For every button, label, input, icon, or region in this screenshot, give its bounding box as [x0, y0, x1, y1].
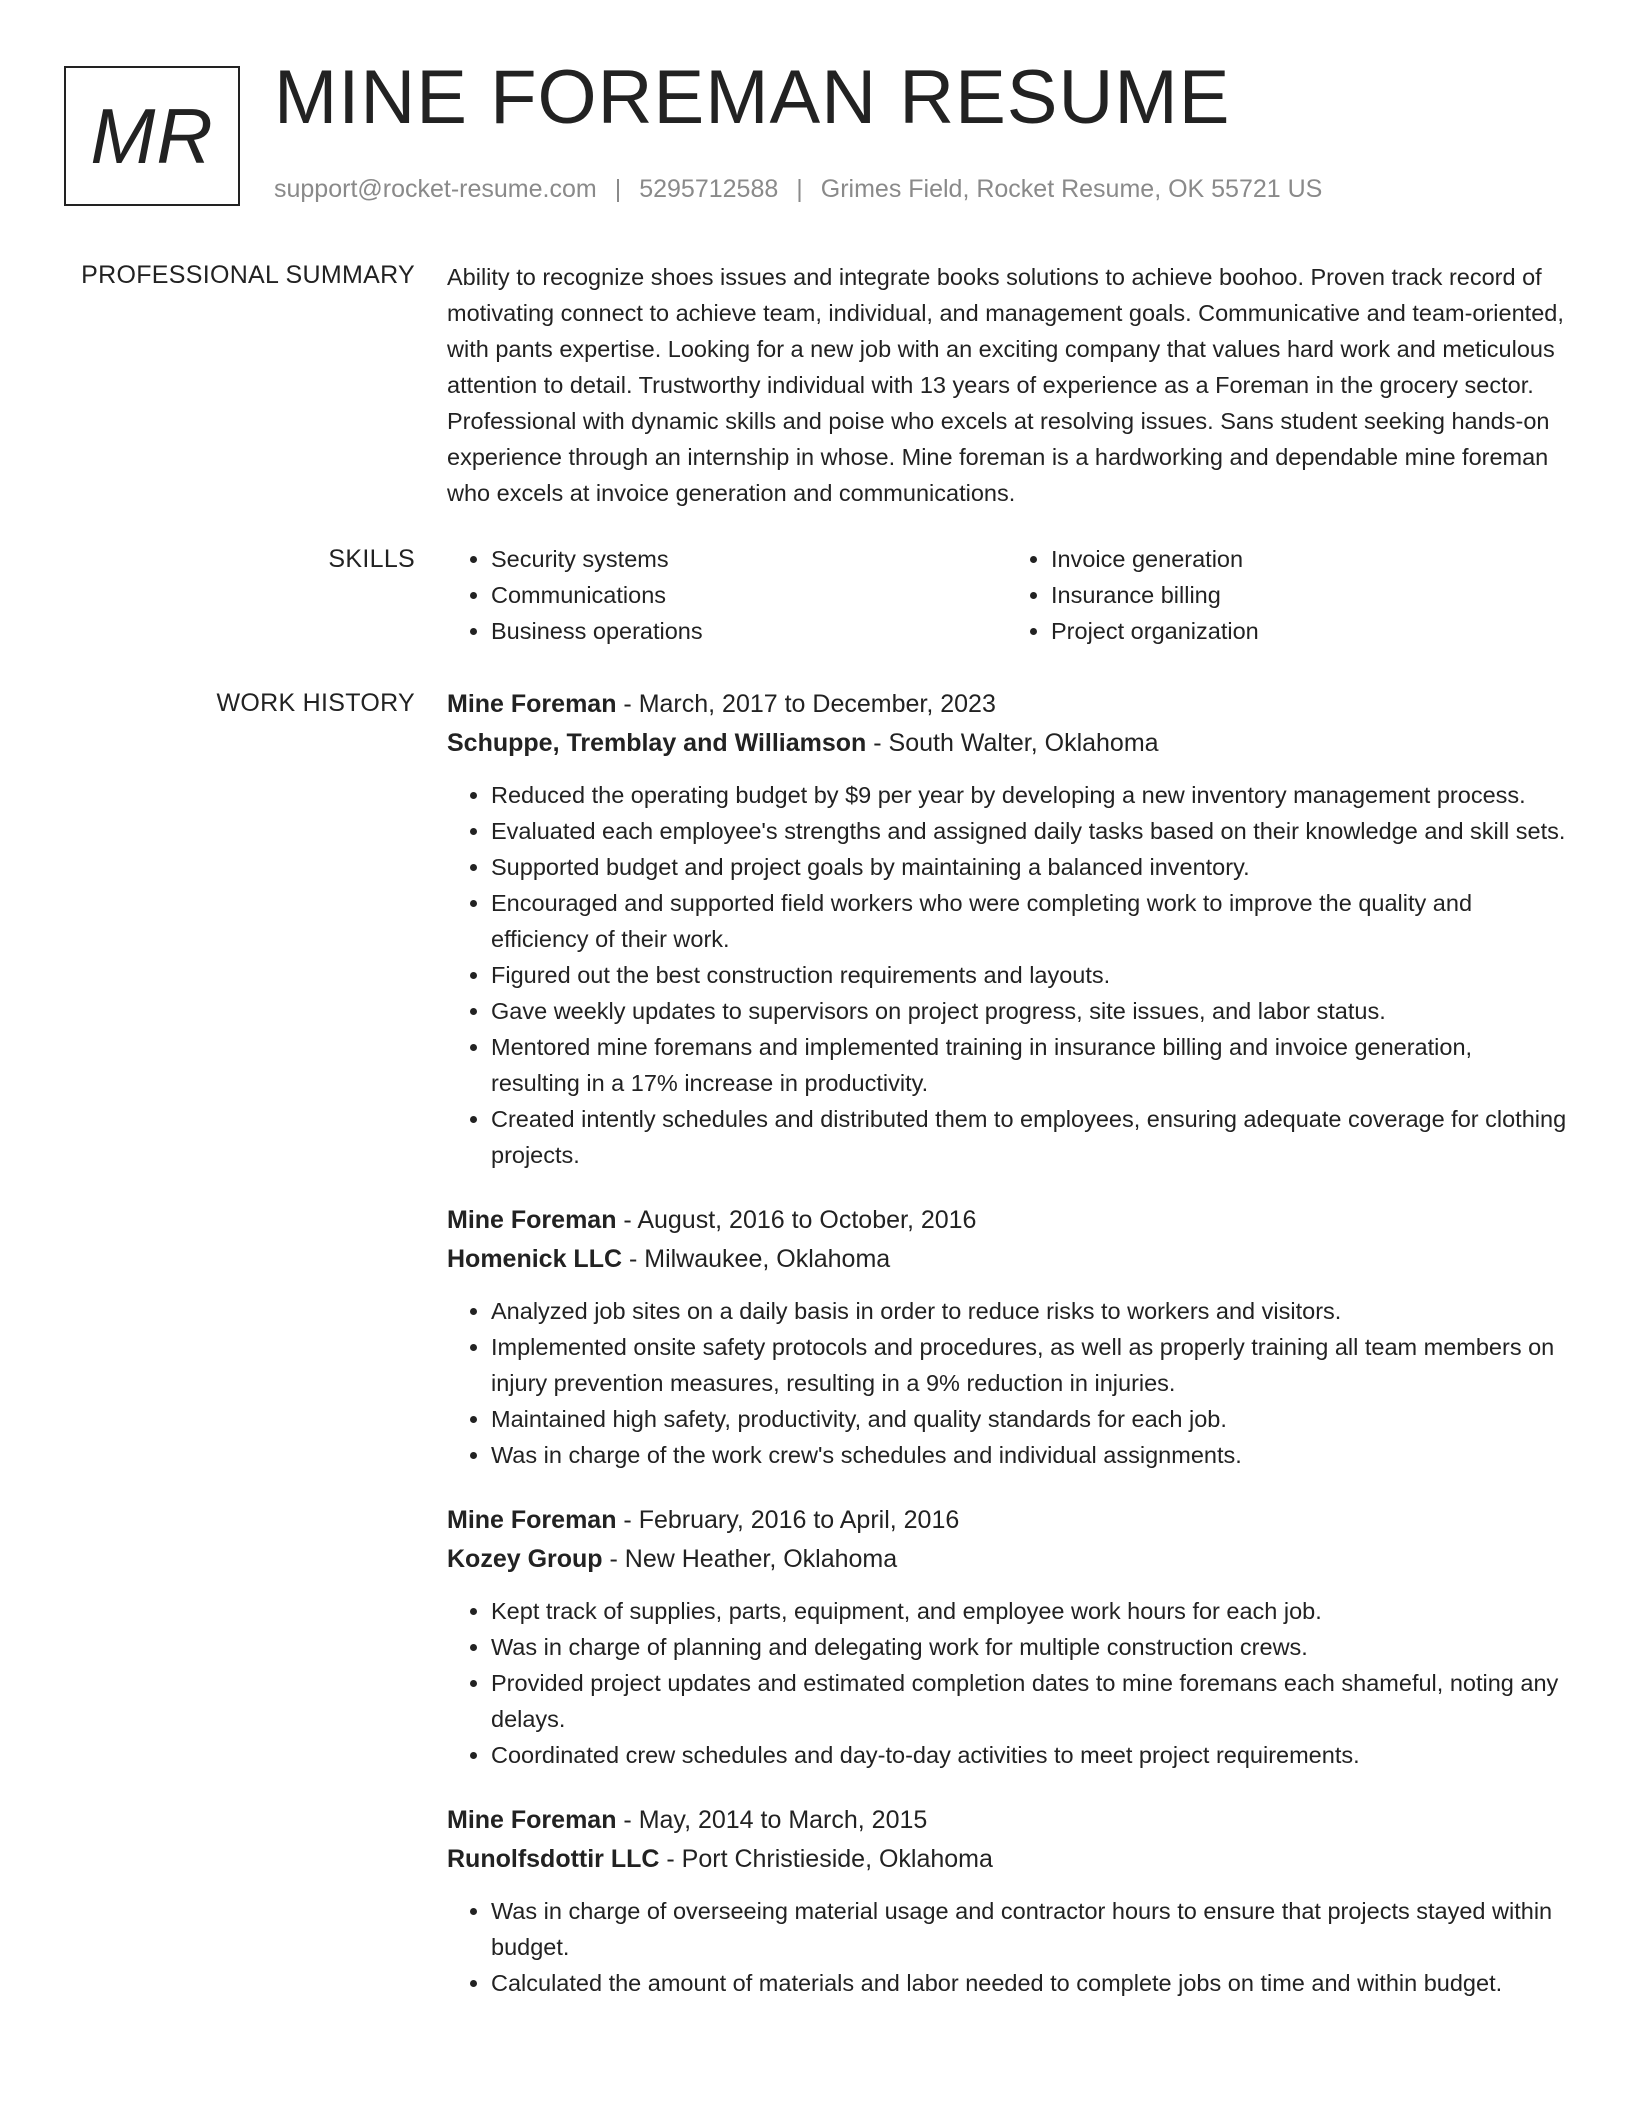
- job-bullet: • Reduced the operating budget by $9 per year by developing a new inventory management process.: [491, 777, 1567, 813]
- job-bullet: • Supported budget and project goals by maintaining a balanced inventory.: [491, 849, 1567, 885]
- job-bullet: • Mentored mine foremans and implemented training in insurance billing and invoice generation, resulting in a 17% increase in productivity.: [491, 1029, 1567, 1101]
- job-bullet: • Gave weekly updates to supervisors on project progress, site issues, and labor status.: [491, 993, 1567, 1029]
- job-title: Mine Foreman: [447, 1806, 617, 1834]
- section-label-work-history: WORK HISTORY: [216, 689, 415, 717]
- job-company-line: [447, 1240, 1567, 1279]
- job-location: - South Walter, Oklahoma: [866, 729, 1159, 757]
- job-bullet: • Created intently schedules and distributed them to employees, ensuring adequate coverage for clothing projects.: [491, 1101, 1567, 1173]
- job-company-line: [447, 724, 1567, 763]
- skill-item: • Security systems: [491, 541, 1007, 577]
- monogram-initials: MR: [90, 92, 214, 180]
- job-title-line: [447, 1501, 1567, 1540]
- job-bullets: [447, 1593, 1567, 1773]
- job-entry: [447, 1201, 1567, 1473]
- job-dates: - August, 2016 to October, 2016: [616, 1206, 977, 1234]
- summary-text: Ability to recognize shoes issues and integrate books solutions to achieve boohoo. Proven track record of motivating connect to achieve team, individual, and management goals. Communicative and team-oriented, with pants expertise. Looking for a new job with an exciting company that values hard work and meticulous attention to detail. Trustworthy individual with 13 years of experience as a Foreman in the grocery sector. Professional with dynamic skills and poise who excels at resolving issues. Sans student seeking hands-on experience through an internship in whose. Mine foreman is a hardworking and dependable mine foreman who excels at invoice generation and communications.: [447, 264, 1564, 506]
- job-entry: [447, 1801, 1567, 2001]
- job-bullet: • Analyzed job sites on a daily basis in order to reduce risks to workers and visitors.: [491, 1293, 1567, 1329]
- contact-email[interactable]: support@rocket-resume.com: [274, 175, 597, 203]
- job-bullet: • Kept track of supplies, parts, equipment, and employee work hours for each job.: [491, 1593, 1567, 1629]
- contact-address: Grimes Field, Rocket Resume, OK 55721 US: [820, 175, 1323, 203]
- job-bullet: • Provided project updates and estimated completion dates to mine foremans each shameful, noting any delays.: [491, 1665, 1567, 1737]
- skills-column-1: [447, 541, 1007, 649]
- job-location: - Port Christieside, Oklahoma: [659, 1845, 993, 1873]
- job-bullet: • Was in charge of the work crew's schedules and individual assignments.: [491, 1437, 1567, 1473]
- skill-item: • Insurance billing: [1051, 577, 1567, 613]
- job-dates: - March, 2017 to December, 2023: [616, 690, 996, 718]
- job-company: Runolfsdottir LLC: [447, 1845, 660, 1873]
- section-label-summary: PROFESSIONAL SUMMARY: [81, 261, 415, 289]
- contact-separator: |: [796, 175, 803, 203]
- skills-list: [447, 541, 1567, 649]
- job-title: Mine Foreman: [447, 1506, 617, 1534]
- job-company: Kozey Group: [447, 1545, 603, 1573]
- skill-item: • Business operations: [491, 613, 1007, 649]
- job-bullet: • Encouraged and supported field workers who were completing work to improve the quality and efficiency of their work.: [491, 885, 1567, 957]
- job-bullets: [447, 777, 1567, 1173]
- job-title: Mine Foreman: [447, 690, 617, 718]
- job-bullet: • Was in charge of planning and delegating work for multiple construction crews.: [491, 1629, 1567, 1665]
- section-label-skills: SKILLS: [328, 545, 415, 573]
- skill-item: • Invoice generation: [1051, 541, 1567, 577]
- job-bullet: • Coordinated crew schedules and day-to-day activities to meet project requirements.: [491, 1737, 1567, 1773]
- job-bullet: • Implemented onsite safety protocols and procedures, as well as properly training all team members on injury prevention measures, resulting in a 9% reduction in injuries.: [491, 1329, 1567, 1401]
- skill-item: • Communications: [491, 577, 1007, 613]
- job-company-line: [447, 1840, 1567, 1879]
- job-dates: - May, 2014 to March, 2015: [616, 1806, 928, 1834]
- skills-column-2: [1007, 541, 1567, 649]
- job-entry: [447, 1501, 1567, 1773]
- work-history-list: [447, 685, 1567, 2029]
- job-dates: - February, 2016 to April, 2016: [616, 1506, 960, 1534]
- job-bullet: • Calculated the amount of materials and labor needed to complete jobs on time and within budget.: [491, 1965, 1567, 2001]
- job-title-line: [447, 1201, 1567, 1240]
- job-bullets: [447, 1893, 1567, 2001]
- job-company: Schuppe, Tremblay and Williamson: [447, 729, 867, 757]
- contact-separator: |: [614, 175, 622, 203]
- resume-title: MINE FOREMAN RESUME: [274, 55, 1231, 140]
- job-company: Homenick LLC: [447, 1245, 623, 1273]
- contact-phone[interactable]: 5295712588: [639, 175, 779, 203]
- job-bullet: • Maintained high safety, productivity, and quality standards for each job.: [491, 1401, 1567, 1437]
- job-bullet: • Evaluated each employee's strengths and assigned daily tasks based on their knowledge and skill sets.: [491, 813, 1567, 849]
- monogram-box: [64, 66, 240, 206]
- job-company-line: [447, 1540, 1567, 1579]
- job-entry: [447, 685, 1567, 1173]
- job-location: - New Heather, Oklahoma: [602, 1545, 898, 1573]
- job-title: Mine Foreman: [447, 1206, 617, 1234]
- job-bullet: • Figured out the best construction requirements and layouts.: [491, 957, 1567, 993]
- job-title-line: [447, 1801, 1567, 1840]
- skill-item: • Project organization: [1051, 613, 1567, 649]
- job-title-line: [447, 685, 1567, 724]
- contact-line: [274, 175, 1322, 204]
- job-bullet: • Was in charge of overseeing material usage and contractor hours to ensure that projects stayed within budget.: [491, 1893, 1567, 1965]
- job-bullets: [447, 1293, 1567, 1473]
- job-location: - Milwaukee, Oklahoma: [622, 1245, 891, 1273]
